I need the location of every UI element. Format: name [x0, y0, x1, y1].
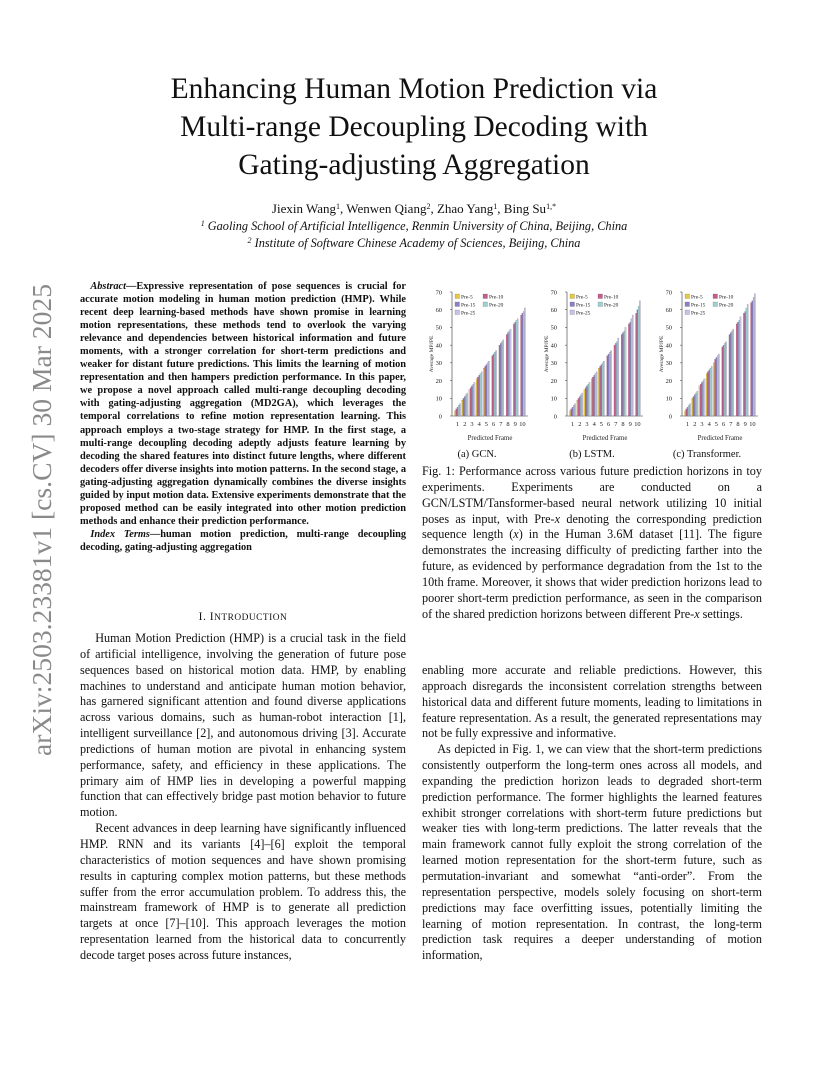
bar	[471, 386, 472, 416]
bar	[570, 411, 571, 416]
title-line-2: Multi-range Decoupling Decoding with	[180, 111, 648, 143]
legend-label: Pre-5	[691, 294, 703, 301]
author-4-affil: 1,*	[546, 202, 557, 211]
bar	[582, 393, 583, 416]
x-tick-label: 3	[470, 421, 474, 428]
bar	[636, 313, 637, 416]
chart-gcn-svg	[422, 284, 532, 444]
caption-part-6: settings.	[699, 606, 743, 621]
bar	[716, 358, 717, 416]
y-tick-label: 40	[550, 342, 557, 350]
bar	[697, 391, 698, 416]
bar	[455, 411, 456, 416]
bar	[740, 317, 741, 416]
x-tick-label: 7	[614, 421, 618, 428]
chart-lstm-subcaption: (b) LSTM.	[569, 449, 615, 460]
x-tick-label: 7	[499, 421, 503, 428]
legend-swatch	[598, 294, 603, 299]
y-axis-label: Average MPJPE	[544, 335, 550, 373]
y-tick-label: 20	[550, 377, 557, 385]
right-paragraph-2: As depicted in Fig. 1, we can view that the short-term predictions consistently outperform the long-term ones across all models, and expanding the prediction horizon leads to degraded short-term prediction performance. The former highlights the learned features exhibit stronger correlations with short-term future predictions but weaker ties with long-term predictions. The latter reveals that the main framework cannot fully exploit the strong correlation of the learned motion representation for the short-term future, such as permutation-invariant and somewhat “anti-order”. From the representation perspective, models solely focusing on short-term predictions may face overfitting issues, potentially limiting the learning of motion representation. In contrast, the long-term prediction task requires a deeper understanding of motion information,	[422, 742, 762, 963]
x-axis-label: Predicted Frame	[582, 435, 628, 442]
bar	[462, 400, 463, 416]
arxiv-stamp-svg	[24, 282, 60, 758]
intro-paragraph-2: Recent advances in deep learning have significantly influenced HMP. RNN and its variants [4]–[6] exploit the temporal characteristics of motion sequences and have shown promising results in capturing complex motion patterns, but these methods suffer from the error accumulation problem. To address this, the mainstream framework of HMP is to generate all prediction targets at once [7]–[10]. This approach leverages the motion representation learned from the historical data to concurrently decode target poses across future instances,	[80, 821, 406, 962]
chart-lstm-svg	[537, 284, 647, 444]
legend-swatch	[685, 302, 690, 307]
bar	[628, 324, 629, 416]
bar	[706, 373, 707, 416]
bar	[709, 370, 710, 416]
legend-label: Pre-20	[719, 302, 734, 309]
legend-label: Pre-10	[489, 294, 504, 301]
x-tick-label: 1	[570, 421, 575, 428]
legend-label: Pre-10	[604, 294, 619, 301]
x-tick-label: 6	[606, 421, 611, 428]
bar	[747, 304, 748, 416]
bar	[517, 319, 518, 416]
bar	[598, 368, 599, 416]
bar	[501, 342, 502, 416]
figure-1	[422, 284, 762, 464]
bar	[602, 363, 603, 416]
x-axis-label: Predicted Frame	[467, 435, 513, 442]
abstract-block	[80, 280, 406, 554]
legend-swatch	[455, 294, 460, 299]
section-numeral: I.	[198, 611, 207, 623]
x-tick-label: 6	[491, 421, 496, 428]
chart-lstm	[537, 284, 647, 464]
caption-part-0: Performance across various future prediction horizons in toy experiments. Experiments are conducted on a GCN/LSTM/Tansformer-based neural network utilizing 10 initial poses as input, with Pre-	[422, 464, 762, 526]
chart-transformer-subcaption: (c) Transformer.	[672, 449, 742, 460]
index-terms-paragraph	[80, 528, 406, 554]
bar	[692, 398, 693, 416]
x-tick-label: 2	[463, 421, 467, 428]
bar	[479, 375, 480, 416]
bar	[733, 329, 734, 416]
section-title-rest: NTRODUCTION	[214, 613, 288, 623]
bar	[488, 361, 489, 416]
author-3-affil: 1	[493, 202, 498, 211]
bar	[752, 301, 753, 416]
legend-label: Pre-5	[461, 294, 473, 301]
right-column-body	[422, 663, 762, 964]
bar	[737, 322, 738, 416]
bar	[485, 366, 486, 416]
bar	[608, 354, 609, 416]
legend-swatch	[455, 302, 460, 307]
bar	[588, 384, 589, 416]
legend-label: Pre-20	[604, 302, 619, 309]
legend-swatch	[570, 294, 575, 299]
y-tick-label: 10	[550, 395, 557, 403]
bar	[577, 400, 578, 416]
legend-swatch	[570, 310, 575, 315]
bar	[456, 409, 457, 416]
legend-label: Pre-5	[576, 294, 588, 301]
bar	[621, 335, 622, 416]
x-tick-label: 5	[599, 421, 604, 428]
legend-swatch	[483, 302, 488, 307]
x-tick-label: 1	[455, 421, 460, 428]
x-tick-label: 9	[628, 421, 632, 428]
bar	[701, 382, 702, 416]
bar	[494, 352, 495, 416]
y-tick-label: 70	[665, 289, 672, 297]
y-tick-label: 0	[668, 413, 672, 421]
bar	[574, 404, 575, 416]
x-tick-label: 6	[721, 421, 726, 428]
bar	[601, 365, 602, 416]
x-axis-label: Predicted Frame	[697, 435, 743, 442]
bar	[585, 388, 586, 416]
bar	[524, 308, 525, 416]
legend-label: Pre-15	[576, 302, 591, 309]
bar	[470, 388, 471, 416]
caption-part-3: x	[513, 527, 519, 542]
bar	[639, 301, 640, 416]
bar	[503, 340, 504, 416]
abstract-text: —Expressive representation of pose sequences is crucial for accurate motion modeling in human motion prediction (HMP). While recent deep learning-based methods have shown promise in learning motion representations, these methods tend to overlook the varying relevance and dependencies between historical information and future moments, with a stronger correlation for short-term predictions and weaker for distant future predictions. This limits the learning of motion representation and then hampers prediction performance. In this paper, we propose a novel approach called multi-range decoupling decoding with gating-adjusting aggregation (MD2GA), which leverages the temporal correlations to refine motion representation learning. This approach employs a two-stage strategy for HMP. In the first stage, a multi-range decoupling decoding adeptly adjusts feature learning by decoding the shared features into distinct future lengths, where different decoders offer diverse insights into motion patterns. In the second stage, a gating-adjusting aggregation dynamically combines the diverse insights guided by input motion data. Extensive experiments demonstrate that the proposed method can be easily integrated into other motion prediction methods and enhance their prediction performance.	[80, 281, 406, 527]
x-tick-label: 10	[519, 421, 526, 428]
bar	[688, 405, 689, 416]
affiliation-1	[90, 219, 738, 234]
x-tick-label: 10	[749, 421, 756, 428]
bar	[718, 354, 719, 416]
legend-label: Pre-20	[489, 302, 504, 309]
bar	[625, 327, 626, 416]
section-first-letter: I	[209, 611, 215, 623]
y-tick-label: 60	[435, 307, 442, 315]
bar	[707, 372, 708, 416]
y-tick-label: 70	[550, 289, 557, 297]
bar	[509, 331, 510, 416]
author-1-affil: 1	[336, 202, 340, 211]
bar	[685, 411, 686, 416]
legend-label: Pre-25	[576, 310, 591, 317]
figure-1-caption	[422, 464, 762, 622]
bar	[622, 333, 623, 416]
y-tick-label: 70	[435, 289, 442, 297]
bar	[591, 379, 592, 416]
bar	[486, 365, 487, 416]
title-line-1: Enhancing Human Motion Prediction via	[170, 73, 658, 105]
y-tick-label: 60	[550, 307, 557, 315]
bar	[507, 333, 508, 416]
y-axis-label: Average MPJPE	[429, 335, 435, 373]
bar	[630, 322, 631, 416]
bar	[467, 393, 468, 416]
bar	[730, 333, 731, 416]
bar	[722, 347, 723, 416]
bar	[711, 366, 712, 416]
x-tick-label: 4	[707, 421, 711, 428]
y-tick-label: 40	[435, 342, 442, 350]
bar	[586, 386, 587, 416]
figure-1-caption-text	[422, 464, 762, 622]
right-paragraph-1: enabling more accurate and reliable predictions. However, this approach disregards the inconsistent correlation strengths between historical data and different future moments, leading to limitations in feature representation. As a result, the generated representations may not be fully expressive and informative.	[422, 663, 762, 741]
caption-part-5: x	[694, 606, 700, 621]
x-tick-label: 9	[513, 421, 517, 428]
bar	[571, 409, 572, 416]
y-tick-label: 20	[665, 377, 672, 385]
bar	[689, 404, 690, 416]
bar	[699, 386, 700, 416]
bar	[600, 366, 601, 416]
bar	[710, 368, 711, 416]
y-tick-label: 30	[550, 360, 557, 368]
x-tick-label: 5	[714, 421, 719, 428]
x-tick-label: 1	[685, 421, 690, 428]
bar	[515, 322, 516, 416]
chart-gcn-subcaption: (a) GCN.	[457, 449, 497, 460]
chart-gcn	[422, 284, 532, 464]
bar	[463, 398, 464, 416]
section-heading-introduction	[80, 611, 406, 623]
bar	[580, 395, 581, 416]
bar	[638, 306, 639, 416]
bar	[724, 343, 725, 416]
bar	[516, 320, 517, 416]
caption-part-4: ) in the Human 3.6M dataset [11]. The figure demonstrates the increasing difficulty of predicting farther into the future, as evidenced by performance degradation from the 1st to the 10th frame. Moreover, it shows that wider prediction horizons lead to poorer short-term prediction performance, as seen in the comparison of the shared prediction horizons between different Pre-	[422, 527, 762, 621]
bar	[715, 359, 716, 416]
bar	[578, 398, 579, 416]
bar	[609, 352, 610, 416]
bar	[465, 395, 466, 416]
bar	[624, 331, 625, 416]
bar	[457, 407, 458, 416]
legend-swatch	[570, 302, 575, 307]
x-tick-label: 5	[484, 421, 489, 428]
legend-label: Pre-15	[461, 302, 476, 309]
paper-title	[90, 70, 738, 184]
title-line-3: Gating-adjusting Aggregation	[238, 149, 590, 181]
bar	[723, 345, 724, 416]
bar	[480, 373, 481, 416]
bar	[500, 343, 501, 416]
bar	[603, 361, 604, 416]
abstract-paragraph	[80, 280, 406, 528]
bar	[573, 405, 574, 416]
index-terms-text: —human motion prediction, multi-range decoupling decoding, gating-adjusting aggregation	[80, 528, 406, 553]
bar	[751, 303, 752, 416]
bar	[736, 324, 737, 416]
bar	[753, 297, 754, 416]
bar	[687, 407, 688, 416]
legend-swatch	[598, 302, 603, 307]
bar	[731, 331, 732, 416]
bar	[464, 397, 465, 416]
legend-label: Pre-25	[691, 310, 706, 317]
bar	[703, 381, 704, 416]
bar	[487, 363, 488, 416]
bar	[595, 373, 596, 416]
bar	[521, 315, 522, 416]
bar	[589, 382, 590, 416]
affiliation-1-mark: 1	[200, 219, 205, 228]
chart-transformer-svg	[652, 284, 762, 444]
bar	[458, 405, 459, 416]
y-tick-label: 30	[665, 360, 672, 368]
bar	[746, 308, 747, 416]
bar	[523, 311, 524, 416]
x-tick-label: 3	[700, 421, 704, 428]
bar	[739, 320, 740, 416]
bar	[513, 324, 514, 416]
bar	[592, 377, 593, 416]
x-tick-label: 8	[506, 421, 510, 428]
author-1: Jiexin Wang	[271, 201, 336, 216]
author-2: Wenwen Qiang	[346, 201, 427, 216]
bar	[717, 356, 718, 416]
bar	[506, 335, 507, 416]
bar	[483, 368, 484, 416]
bar	[745, 311, 746, 416]
bar	[754, 294, 755, 416]
bar	[637, 310, 638, 416]
x-tick-label: 7	[729, 421, 733, 428]
author-3: Zhao Yang	[436, 201, 494, 216]
bar	[616, 342, 617, 416]
affiliation-2-mark: 2	[247, 236, 252, 245]
bar	[510, 329, 511, 416]
legend-label: Pre-25	[461, 310, 476, 317]
y-tick-label: 20	[435, 377, 442, 385]
x-tick-label: 4	[592, 421, 596, 428]
bar	[459, 404, 460, 416]
bar	[492, 356, 493, 416]
caption-part-1: x	[554, 511, 561, 526]
y-tick-label: 60	[665, 307, 672, 315]
bar	[499, 345, 500, 416]
bar	[725, 342, 726, 416]
y-tick-label: 50	[550, 324, 557, 332]
bar	[596, 372, 597, 416]
legend-swatch	[685, 310, 690, 315]
bar	[615, 343, 616, 416]
bar	[481, 372, 482, 416]
affiliation-2	[90, 236, 738, 251]
bar	[631, 319, 632, 416]
bar	[632, 315, 633, 416]
bar	[473, 384, 474, 416]
bar	[610, 350, 611, 416]
intro-paragraph-1: Human Motion Prediction (HMP) is a crucial task in the field of artificial intelligence, involving the generation of future pose sequences based on historical motion data. HMP, by enabling machines to understand and anticipate human motion behavior, has garnered significant attention and found diverse applications across various domains, such as human-robot interaction [1], intelligent surveillance [2], and autonomous driving [3]. Accurate predictions of human motion are pivotal in enhancing system performance, safety, and efficiency in these applications. The primary aim of HMP lies in developing a powerful mapping function that can effectively bridge past motion behavior to future motion.	[80, 631, 406, 820]
legend-swatch	[455, 310, 460, 315]
caption-part-2: denoting the corresponding prediction sequence length (	[422, 511, 762, 542]
y-tick-label: 30	[435, 360, 442, 368]
bar	[579, 397, 580, 416]
x-tick-label: 4	[477, 421, 481, 428]
x-tick-label: 8	[736, 421, 740, 428]
legend-label: Pre-10	[719, 294, 734, 301]
bar	[743, 313, 744, 416]
y-tick-label: 50	[435, 324, 442, 332]
abstract-lead: Abstract	[90, 281, 126, 292]
x-tick-label: 2	[578, 421, 582, 428]
bar	[693, 397, 694, 416]
legend-swatch	[713, 302, 718, 307]
author-4: Bing Su	[503, 201, 547, 216]
x-tick-label: 10	[634, 421, 641, 428]
left-column-body	[80, 631, 406, 964]
bar	[713, 363, 714, 416]
legend-swatch	[713, 294, 718, 299]
bar	[495, 350, 496, 416]
affiliation-2-text: Institute of Software Chinese Academy of Sciences, Beijing, China	[254, 236, 581, 250]
bar	[618, 338, 619, 416]
bar	[469, 389, 470, 416]
bar	[607, 356, 608, 416]
bar	[700, 384, 701, 416]
arxiv-stamp	[24, 282, 60, 758]
y-tick-label: 50	[665, 324, 672, 332]
affiliation-1-text: Gaoling School of Artificial Intelligence, Renmin University of China, Beijing, China	[207, 219, 628, 233]
bar	[594, 375, 595, 416]
x-tick-label: 8	[621, 421, 625, 428]
bar	[522, 313, 523, 416]
y-tick-label: 0	[438, 413, 442, 421]
x-tick-label: 9	[743, 421, 747, 428]
chart-transformer	[652, 284, 762, 464]
legend-swatch	[685, 294, 690, 299]
bar	[729, 335, 730, 416]
bar	[572, 407, 573, 416]
bar	[493, 354, 494, 416]
y-axis-label: Average MPJPE	[659, 335, 665, 373]
bar	[614, 345, 615, 416]
caption-label: Fig. 1:	[422, 464, 455, 478]
y-tick-label: 40	[665, 342, 672, 350]
bar	[704, 379, 705, 416]
x-tick-label: 2	[693, 421, 697, 428]
bar	[686, 409, 687, 416]
index-terms-lead: Index Terms	[90, 528, 150, 540]
arxiv-id-text: arXiv:2503.23381v1 [cs.CV] 30 Mar 2025	[27, 294, 57, 756]
legend-swatch	[483, 294, 488, 299]
bar	[476, 379, 477, 416]
legend-label: Pre-15	[691, 302, 706, 309]
y-tick-label: 0	[553, 413, 557, 421]
bar	[477, 377, 478, 416]
x-tick-label: 3	[585, 421, 589, 428]
author-list: Jiexin Wang$^1$, Wenwen Qiang$^2$, Zhao Yang$^1$, Bing $Su^{1,*}$	[271, 201, 557, 216]
bar	[694, 395, 695, 416]
author-2-affil: 2	[426, 202, 431, 211]
y-tick-label: 10	[435, 395, 442, 403]
bar	[695, 393, 696, 416]
bar	[584, 389, 585, 416]
bar	[474, 382, 475, 416]
y-tick-label: 10	[665, 395, 672, 403]
